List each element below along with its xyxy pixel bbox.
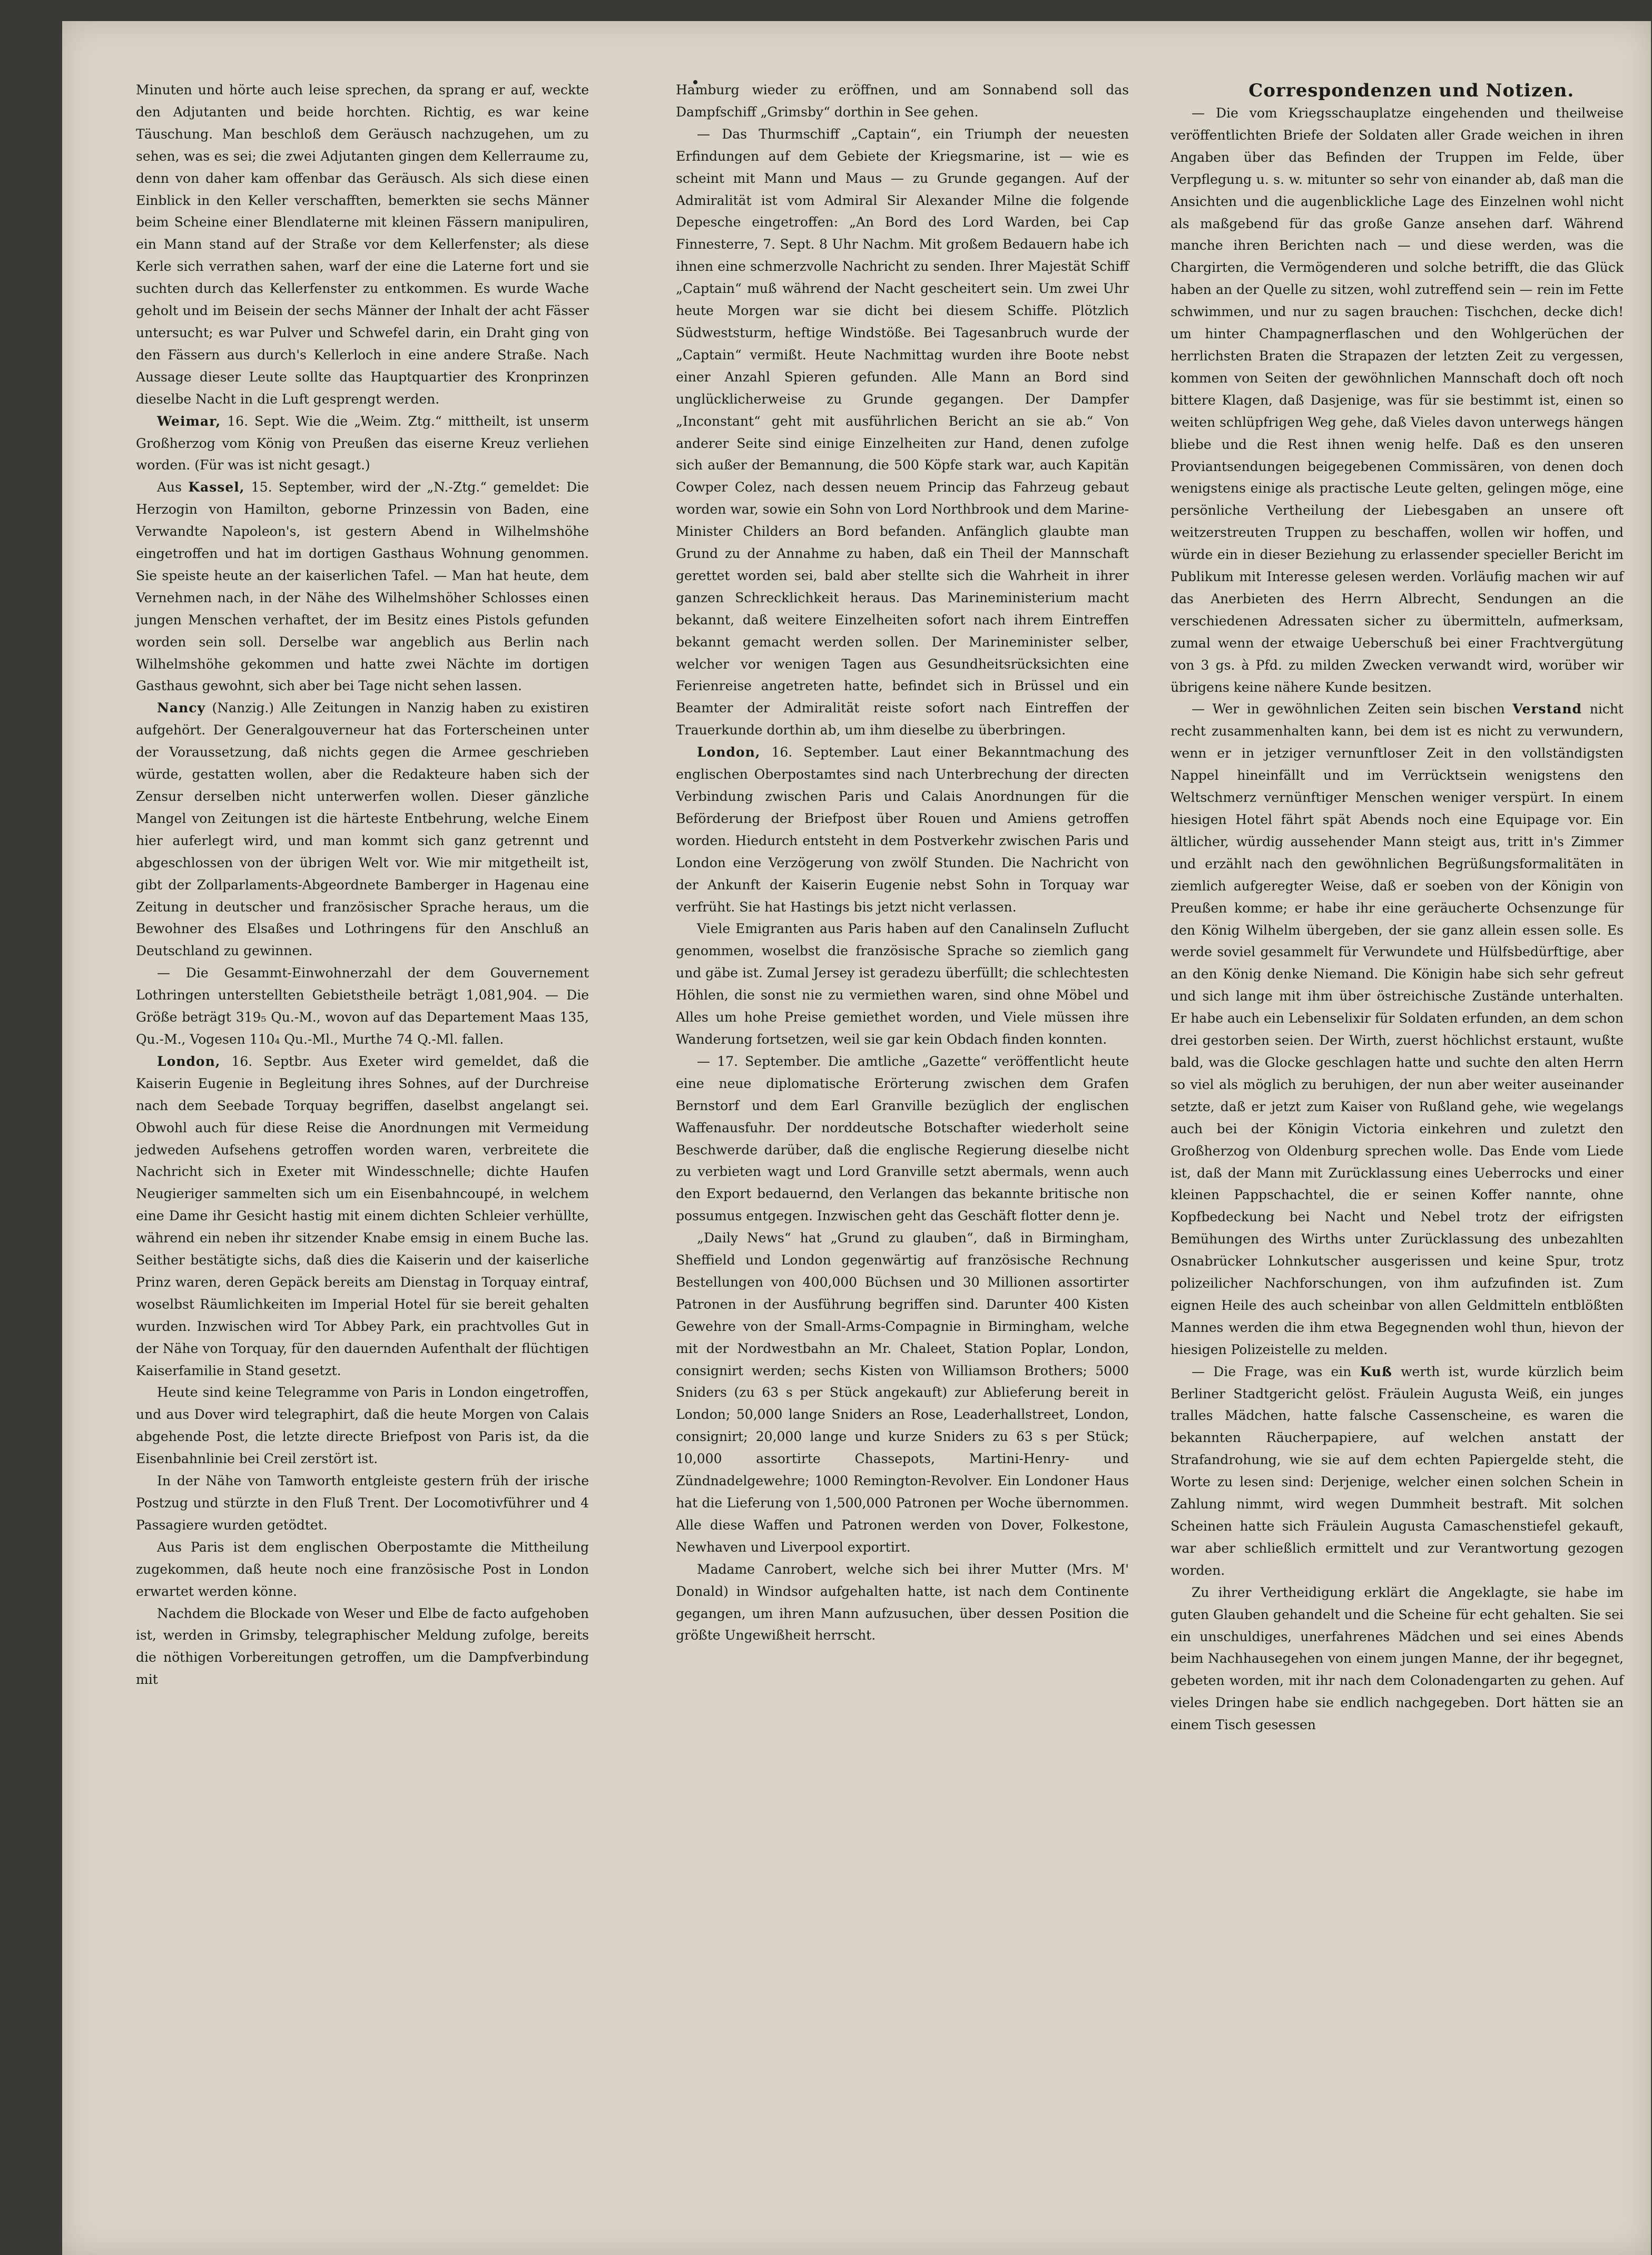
article-paragraph: [136, 476, 589, 697]
emphasized-word: Verstand: [1512, 701, 1582, 717]
dateline: Kassel,: [188, 479, 245, 495]
paragraph-text: „Daily News“ hat „Grund zu glauben“, daß in Birmingham, Sheffield und London gegenwärtig auf französische Rechnung Bestellungen von 400,000 Büchsen und 30 Millionen assortirter Patronen in der Ausführung begriffen sind. Darunter 400 Kisten Gewehre von der Small-Arms-Compagnie in Birmingham, welche mit der Nordwestbahn an Mr. Chaleet, Station Poplar, London, consignirt werden; sechs Kisten von Williamson Brothers; 5000 Sniders (zu 63 s per Stück angekauft) zur Ablieferung bereit in London; 50,000 lange Sniders an Rose, Leaderhallstreet, London, consignirt; 20,000 lange und kurze Sniders zu 63 s per Stück; 10,000 assortirte Chassepots, Martini-Henry- und Zündnadelgewehre; 1000 Remington-Revolver. Ein Londoner Haus hat die Lieferung von 1,500,000 Patronen per Woche übernommen. Alle diese Waffen und Patronen werden von Dover, Folkestone, Newhaven und Liverpool exportirt.: [676, 1230, 1129, 1555]
paragraph-text: (Nanzig.) Alle Zeitungen in Nanzig haben zu existiren aufgehört. Der Generalgouverneur hat das Forterscheinen unter der Voraussetzung, daß nichts gegen die Armee geschrieben würde, gestatten wollen, aber die Redakteure haben sich der Zensur derselben nicht unterwerfen wollen. Dieser gänzliche Mangel von Zeitungen ist die härteste Entbehrung, welche Einem hier auferlegt wird, und man kommt sich ganz getrennt und abgeschlossen von der übrigen Welt vor. Wie mir mitgetheilt ist, gibt der Zollparlaments-Abgeordnete Bamberger in Hagenau eine Zeitung in deutscher und französischer Sprache heraus, um die Bewohner des Elsaßes und Lothringens für den Anschluß an Deutschland zu gewinnen.: [136, 700, 589, 959]
paragraph-text: 16. September. Laut einer Bekanntmachung des englischen Oberpostamtes sind nach Unterbrechung der directen Verbindung zwischen Paris und Calais Anordnungen für die Beförderung der Briefpost über Rouen und Amiens getroffen worden. Hiedurch entsteht in dem Postverkehr zwischen Paris und London eine Verzögerung von zwölf Stunden. Die Nachricht von der Ankunft der Kaiserin Eugenie nebst Sohn in Torquay war verfrüht. Sie hat Hastings bis jetzt nicht verlassen.: [676, 744, 1129, 915]
paragraph-text: Aus Paris ist dem englischen Oberpostamte die Mittheilung zugekommen, daß heute noch eine französische Post in London erwartet werden könne.: [136, 1539, 589, 1599]
column-3: [1171, 79, 1624, 1736]
section-heading: Correspondenzen und Notizen.: [1248, 80, 1575, 101]
paragraph-text: — Die Frage, was ein: [1192, 1364, 1360, 1379]
article-paragraph: [676, 1558, 1129, 1647]
paragraph-text: 15. September, wird der „N.-Ztg.“ gemeldet: Die Herzogin von Hamilton, geborne Prinzessin von Baden, eine Verwandte Napoleon's, ist gestern Abend in Wilhelmshöhe eingetroffen und hat im dortigen Gasthaus Wohnung genommen. Sie speiste heute an der kaiserlichen Tafel. — Man hat heute, dem Vernehmen nach, in der Nähe des Wilhelmshöher Schlosses einen jungen Menschen verhaftet, der im Besitz eines Pistols gefunden worden sein soll. Derselbe war angeblich aus Berlin nach Wilhelmshöhe gekommen und hatte zwei Nächte im dortigen Gasthaus gewohnt, sich aber bei Tage nicht sehen lassen.: [136, 479, 589, 694]
paragraph-text: Heute sind keine Telegramme von Paris in London eingetroffen, und aus Dover wird telegraphirt, daß die heute Morgen von Calais abgehende Post, die letzte directe Briefpost von Paris ist, da die Eisenbahnlinie bei Creil zerstört ist.: [136, 1385, 589, 1467]
dateline: Weimar,: [157, 413, 221, 429]
article-paragraph: [676, 79, 1129, 123]
emphasized-word: Kuß: [1360, 1364, 1392, 1379]
article-paragraph: [136, 1603, 589, 1691]
article-paragraph: [676, 918, 1129, 1050]
article-paragraph: [1171, 102, 1624, 698]
dateline: London,: [157, 1053, 221, 1069]
paragraph-prefix: Aus: [157, 479, 189, 495]
paragraph-text: Minuten und hörte auch leise sprechen, da sprang er auf, weckte den Adjutanten und beide horchten. Richtig, es war keine Täuschung. Man beschloß dem Geräusch nachzugehen, um zu sehen, was es sei; die zwei Adjutanten gingen dem Kellerraume zu, denn von daher kam offenbar das Geräusch. Als sich diese einen Einblick in den Keller verschafften, bemerkten sie sechs Männer beim Scheine einer Blendlaterne mit kleinen Fässern manipuliren, ein Mann stand auf der Straße vor dem Kellerfenster; als diese Kerle sich verrathen sahen, warf der eine die Laterne fort und sie suchten durch das Kellerfenster zu entkommen. Es wurde Wache geholt und im Beisein der sechs Männer der Inhalt der acht Fässer untersucht; es war Pulver und Schwefel darin, ein Draht ging von den Fässern aus durch's Kellerloch in eine andere Straße. Nach Aussage dieser Leute sollte das Hauptquartier des Kronprinzen dieselbe Nacht in die Luft gesprengt werden.: [136, 82, 589, 407]
paragraph-text: werth ist, wurde kürzlich beim Berliner Stadtgericht gelöst. Fräulein Augusta Weiß, ein junges tralles Mädchen, hatte falsche Cassenscheine, es waren die bekannten Räucherpapiere, auf welchen anstatt der Strafandrohung, wie sie auf dem echten Papiergelde steht, die Worte zu lesen sind: Derjenige, welcher einen solchen Schein in Zahlung nimmt, wird wegen Dummheit bestraft. Mit solchen Scheinen hatte sich Fräulein Augusta Camaschenstiefel gekauft, war aber schließlich ermittelt und zur Verantwortung gezogen worden.: [1171, 1364, 1624, 1578]
paragraph-text: — Die vom Kriegsschauplatze eingehenden und theilweise veröffentlichten Briefe der Soldaten aller Grade weichen in ihren Angaben über das Befinden der Truppen im Felde, über Verpflegung u. s. w. mitunter so sehr von einander ab, daß man die Ansichten und die augenblickliche Lage des Einzelnen wohl nicht als maßgebend für das große Ganze ansehen darf. Während manche ihren Berichten nach — und diese werden, was die Chargirten, die Vermögenderen und solche betrifft, die das Glück haben an der Quelle zu sitzen, wohl zutreffend sein — rein im Fette schwimmen, und nur zu sagen brauchen: Tischchen, decke dich! um hinter Champagnerflaschen und den Wohlgerüchen der herrlichsten Braten die Strapazen der letzten Zeit zu vergessen, kommen von Seiten der gewöhnlichen Mannschaft doch oft noch bittere Klagen, daß Dasjenige, was für sie bestimmt ist, einen so weiten schlüpfrigen Weg gehe, daß Vieles davon unterwegs hängen bliebe und die Rest ihnen wenig helfe. Daß es den unseren Proviantsendungen beigegebenen Commissären, von denen doch wenigstens einige als practische Leute gelten, gelingen möge, eine persönliche Vertheilung der Liebesgaben an unsere oft weitzerstreuten Truppen zu beschaffen, wollen wir hoffen, und würde ein in dieser Beziehung zu erlassender specieller Bericht im Publikum mit Interesse gelesen werden. Vorläufig machen wir auf das Anerbieten des Herrn Albrecht, Sendungen an die verschiedenen Adressaten sicher zu übermitteln, aufmerksam, zumal wenn der etwaige Ueberschuß bei einer Frachtvergütung von 3 gs. à Pfd. zu milden Zwecken verwandt wird, worüber wir übrigens keine nähere Kunde besitzen.: [1171, 105, 1624, 695]
paragraph-text: Hamburg wieder zu eröffnen, und am Sonnabend soll das Dampfschiff „Grimsby“ dorthin in See gehen.: [676, 82, 1129, 120]
paragraph-text: Viele Emigranten aus Paris haben auf den Canalinseln Zuflucht genommen, woselbst die französische Sprache so ziemlich gang und gäbe ist. Zumal Jersey ist geradezu überfüllt; die schlechtesten Höhlen, die sonst nie zu vermiethen waren, sind ohne Möbel und Alles um hohe Preise gemiethet worden, und Viele müssen ihre Wanderung fortsetzen, weil sie gar kein Obdach finden konnten.: [676, 921, 1129, 1047]
column-1: [136, 79, 589, 1691]
paragraph-text: nicht recht zusammenhalten kann, bei dem ist es nicht zu verwundern, wenn er in jetziger vernunftloser Zeit in den vollständigsten Nappel hineinfällt und im Verrücktsein wenigstens den Weltschmerz vernünftiger Menschen weniger verspürt. In einem hiesigen Hotel fährt spät Abends noch eine Equipage vor. Ein ältlicher, würdig aussehender Mann steigt aus, tritt in's Zimmer und erzählt nach den gewöhnlichen Begrüßungsformalitäten in ziemlich aufgeregter Weise, daß er soeben von der Königin von Preußen komme; er habe ihr eine geräucherte Ochsenzunge für den König Wilhelm übergeben, der sie ganz allein essen solle. Es werde soviel gesammelt für Verwundete und Hülfsbedürftige, aber an den König denke Niemand. Die Königin habe sich sehr gefreut und sich lange mit ihm über östreichische Zustände unterhalten. Er habe auch ein Lebenselixir für Soldaten erfunden, an dem schon drei gestorben seien. Der Wirth, zuerst höchlichst erstaunt, wußte bald, was die Glocke geschlagen hatte und suchte den alten Herrn so viel als möglich zu beruhigen, der nun aber weiter auseinander setzte, daß er jetzt zum Kaiser von Rußland gehe, wie wegelangs auch bei der Königin Victoria einkehren und zuletzt den Großherzog von Oldenburg sprechen wolle. Das Ende vom Liede ist, daß der Mann mit Zurücklassung eines Ueberrocks und einer kleinen Pappschachtel, die er seinen Koffer nannte, ohne Kopfbedeckung bei Nacht und Nebel trotz der eifrigsten Bemühungen des Wirths unter Zurücklassung des unbezahlten Osnabrücker Lohnkutscher ausgerissen und keine Spur, trotz polizeilicher Nachforschungen, von ihm aufzufinden ist. Zum eignen Heile des auch scheinbar von allen Geldmitteln entblößten Mannes werden die ihm etwa Begegnenden wohl thun, hievon der hiesigen Polizeistelle zu melden.: [1171, 701, 1624, 1357]
article-paragraph: [136, 1051, 589, 1382]
paragraph-text: — 17. September. Die amtliche „Gazette“ veröffentlicht heute eine neue diplomatische Erörterung zwischen dem Grafen Bernstorf und dem Earl Granville bezüglich der englischen Waffenausfuhr. Der norddeutsche Botschafter wiederholt seine Beschwerde darüber, daß die englische Regierung dieselbe nicht zu verbieten wagt und Lord Granville setzt abermals, wenn auch den Export bedauernd, den Verlangen das bekannte britische non possumus entgegen. Inzwischen geht das Geschäft flotter denn je.: [676, 1053, 1129, 1224]
article-paragraph: [676, 1051, 1129, 1227]
article-paragraph: [136, 1536, 589, 1603]
paragraph-text: Nachdem die Blockade von Weser und Elbe de facto aufgehoben ist, werden in Grimsby, telegraphischer Meldung zufolge, bereits die nöthigen Vorbereitungen getroffen, um die Dampfverbindung mit: [136, 1605, 589, 1688]
paragraph-text: In der Nähe von Tamworth entgleiste gestern früh der irische Postzug und stürzte in den Fluß Trent. Der Locomotivführer und 4 Passagiere wurden getödtet.: [136, 1473, 589, 1533]
column-2: [676, 79, 1129, 1646]
article-paragraph: [1171, 1582, 1624, 1736]
paragraph-text: Madame Canrobert, welche sich bei ihrer Mutter (Mrs. M' Donald) in Windsor aufgehalten hatte, ist nach dem Continente gegangen, um ihren Mann aufzusuchen, über dessen Position die größte Ungewißheit herrscht.: [676, 1561, 1129, 1643]
article-paragraph: [136, 1470, 589, 1536]
article-paragraph: [136, 410, 589, 477]
dateline: London,: [697, 744, 761, 760]
article-paragraph: [676, 741, 1129, 918]
paragraph-text: Zu ihrer Vertheidigung erklärt die Angeklagte, sie habe im guten Glauben gehandelt und die Scheine für echt gehalten. Sie sei ein unschuldiges, unerfahrenes Mädchen und sei eines Abends beim Nachhausegehen von einem jungen Manne, der ihr begegnet, gebeten worden, mit ihr nach dem Colonadengarten zu gehen. Auf vieles Dringen habe sie endlich nachgegeben. Dort hätten sie an einem Tisch gesessen: [1171, 1584, 1624, 1733]
dateline: Nancy: [157, 700, 205, 716]
article-paragraph: [676, 1227, 1129, 1558]
paragraph-text: — Die Gesammt-Einwohnerzahl der dem Gouvernement Lothringen unterstellten Gebietstheile beträgt 1,081,904. — Die Größe beträgt 319₅ Qu.-M., wovon auf das Departement Maas 135, Qu.-M., Vogesen 110₄ Qu.-Ml., Murthe 74 Q.-Ml. fallen.: [136, 965, 589, 1047]
article-paragraph: [136, 962, 589, 1051]
article-paragraph: [676, 123, 1129, 741]
article-paragraph: [136, 79, 589, 410]
article-paragraph: [1171, 698, 1624, 1360]
paragraph-text: — Das Thurmschiff „Captain“, ein Triumph der neuesten Erfindungen auf dem Gebiete der Kriegsmarine, ist — wie es scheint mit Mann und Maus — zu Grunde gegangen. Auf der Admiralität ist vom Admiral Sir Alexander Milne die folgende Depesche eingetroffen: „An Bord des Lord Warden, bei Cap Finnesterre, 7. Sept. 8 Uhr Nachm. Mit großem Bedauern habe ich ihnen eine schmerzvolle Nachricht zu senden. Ihrer Majestät Schiff „Captain“ muß während der Nacht gescheitert sein. Um zwei Uhr heute Morgen war sie dicht bei diesem Schiffe. Plötzlich Südweststurm, heftige Windstöße. Bei Tagesanbruch wurde der „Captain“ vermißt. Heute Nachmittag wurden ihre Boote nebst einer Anzahl Spieren gefunden. Alle Mann an Bord sind unglücklicherweise zu Grunde gegangen. Der Dampfer „Inconstant“ geht mit ausführlichen Bericht an sie ab.“ Von anderer Seite sind einige Einzelheiten zur Hand, denen zufolge sich außer der Bemannung, die 500 Köpfe stark war, auch Kapitän Cowper Colez, nach dessen neuem Princip das Fahrzeug gebaut worden war, sowie ein Sohn von Lord Northbrook und dem Marine-Minister Childers an Bord befanden. Anfänglich glaubte man Grund zu der Annahme zu haben, daß ein Theil der Mannschaft gerettet worden sei, bald aber stellte sich die Wahrheit in ihrer ganzen Schrecklichkeit heraus. Das Marineministerium macht bekannt, daß weitere Einzelheiten sofort nach ihrem Eintreffen bekannt gemacht werden sollen. Der Marineminister selber, welcher vor wenigen Tagen aus Gesundheitsrücksichten eine Ferienreise angetreten hatte, befindet sich in Brüssel und ein Beamter der Admiralität reiste sofort nach Eintreffen der Trauerkunde dorthin ab, um ihm dieselbe zu überbringen.: [676, 126, 1129, 738]
article-paragraph: [1171, 1361, 1624, 1582]
paragraph-text: 16. Septbr. Aus Exeter wird gemeldet, daß die Kaiserin Eugenie in Begleitung ihres Sohnes, auf der Durchreise nach dem Seebade Torquay begriffen, daselbst angelangt sei. Obwohl auch für diese Reise die Anordnungen mit Vermeidung jedweden Aufsehens getroffen worden waren, verbreitete die Nachricht sich in Exeter mit Windesschnelle; dichte Haufen Neugieriger sammelten sich um ein Eisenbahncoupé, in welchem eine Dame ihr Gesicht hastig mit einem dichten Schleier verhüllte, während ein neben ihr sitzender Knabe emsig in einem Buche las. Seither bestätigte sichs, daß dies die Kaiserin und der kaiserliche Prinz waren, deren Gepäck bereits am Dienstag in Torquay eintraf, woselbst Räumlichkeiten im Imperial Hotel für sie bereit gehalten wurden. Inzwischen wird Tor Abbey Park, ein prachtvolles Gut in der Nähe von Torquay, für den dauernden Aufenthalt der flüchtigen Kaiserfamilie in Stand gesetzt.: [136, 1053, 589, 1378]
paragraph-text: 16. Sept. Wie die „Weim. Ztg.“ mittheilt, ist unserm Großherzog vom König von Preußen das eiserne Kreuz verliehen worden. (Für was ist nicht gesagt.): [136, 413, 589, 473]
article-paragraph: [136, 1381, 589, 1470]
paragraph-text: — Wer in gewöhnlichen Zeiten sein bischen: [1192, 701, 1513, 717]
article-paragraph: [136, 697, 589, 962]
